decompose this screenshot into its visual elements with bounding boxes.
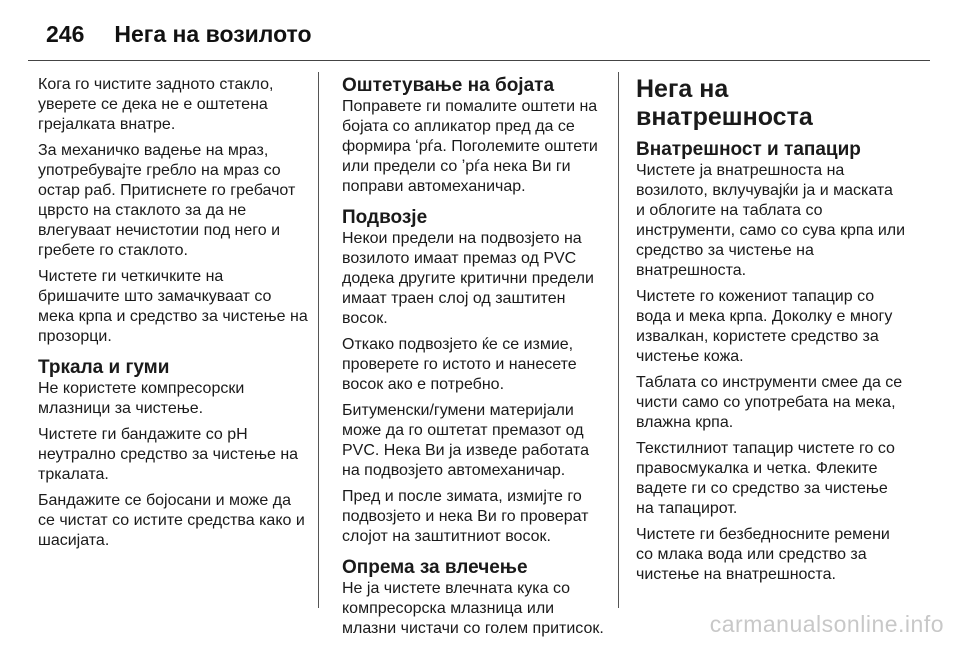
paragraph: За механичко вадење на мраз, употребувајте гребло на мраз со остар раб. Притиснете го гребачот цврсто на стаклото за да не влегуваат нечистотии под него и гребете го стаклото. [38, 142, 296, 259]
column-divider [318, 72, 319, 608]
paragraph: Не ја чистете влечната кука со компресорска млазница или млазни чистачи со голем притисок. [342, 580, 604, 637]
paragraph: Таблата со инструменти смее да се чисти само со употребата на мека, влажна крпа. [636, 374, 903, 431]
paragraph: Чистете ги безбедносните ремени со млака вода или средство за чистење на внатрешноста. [636, 526, 890, 583]
paragraph: Чистете ја внатрешноста на возилото, вклучувајќи ја и маската и облогите на таблата со инструменти, само со сува крпа или средство за чистење на внатрешноста. [636, 162, 906, 279]
paragraph: Поправете ги помалите оштети на бојата со апликатор пред да се формира ʻрѓа. Поголемите оштети или предели со ʼрѓа нека Ви ги поправи автомеханичар. [342, 98, 598, 195]
chapter-title: Нега на возилото [114, 20, 312, 47]
paragraph: Чистете го кожениот тапацир со вода и мека крпа. Доколку е многу извалкан, користете средство за чистење кожа. [636, 288, 893, 365]
paragraph: Битуменски/гумени материјали може да го оштетат премазот од PVC. Нека Ви ја изведе работата на подвозјето автомеханичар. [342, 402, 589, 479]
header-divider [28, 60, 930, 61]
paragraph: Пред и после зимата, измијте го подвозјето и нека Ви го проверат слојот на заштитниот восок. [342, 488, 589, 545]
section-heading-towing: Опрема за влечење [342, 557, 528, 578]
section-heading-upholstery: Внатрешност и тапацир [636, 139, 861, 160]
column-right [636, 75, 906, 591]
paragraph: Кога го чистите задното стакло, уверете се дека не е оштетена грејалката внатре. [38, 76, 274, 133]
page-number: 246 [46, 20, 85, 47]
section-heading-wheels: Тркала и гуми [38, 357, 170, 378]
section-heading-underbody: Подвозје [342, 207, 428, 228]
paragraph: Бандажите се бојосани и може да се чистат со истите средства како и шасијата. [38, 492, 305, 549]
paragraph: Чистете ги бандажите со pH неутрално средство за чистење на тркалата. [38, 426, 299, 483]
paragraph: Откако подвозјето ќе се измие, проверете го истото и нанесете восок ако е потребно. [342, 336, 577, 393]
paragraph: Некои предели на подвозјето на возилото имаат премаз од PVC додека другите критични предели имаат траен слој од заштитен восок. [342, 230, 594, 327]
section-title-interior-care: Нега на внатрешноста [636, 75, 813, 131]
column-left [38, 75, 308, 557]
column-divider [618, 72, 619, 608]
column-middle [342, 75, 610, 645]
paragraph: Текстилниот тапацир чистете го со правосмукалка и четка. Флеките вадете ги со средство за чистење на тапацирот. [636, 440, 895, 517]
paragraph: Чистете ги четкичките на бришачите што замачкуваат со мека крпа и средство за чистење на прозорци. [38, 268, 308, 345]
watermark: carmanualsonline.info [709, 611, 944, 637]
paragraph: Не користете компресорски млазници за чистење. [38, 380, 245, 417]
section-heading-paint: Оштетување на бојата [342, 75, 555, 96]
page-header [46, 14, 312, 54]
